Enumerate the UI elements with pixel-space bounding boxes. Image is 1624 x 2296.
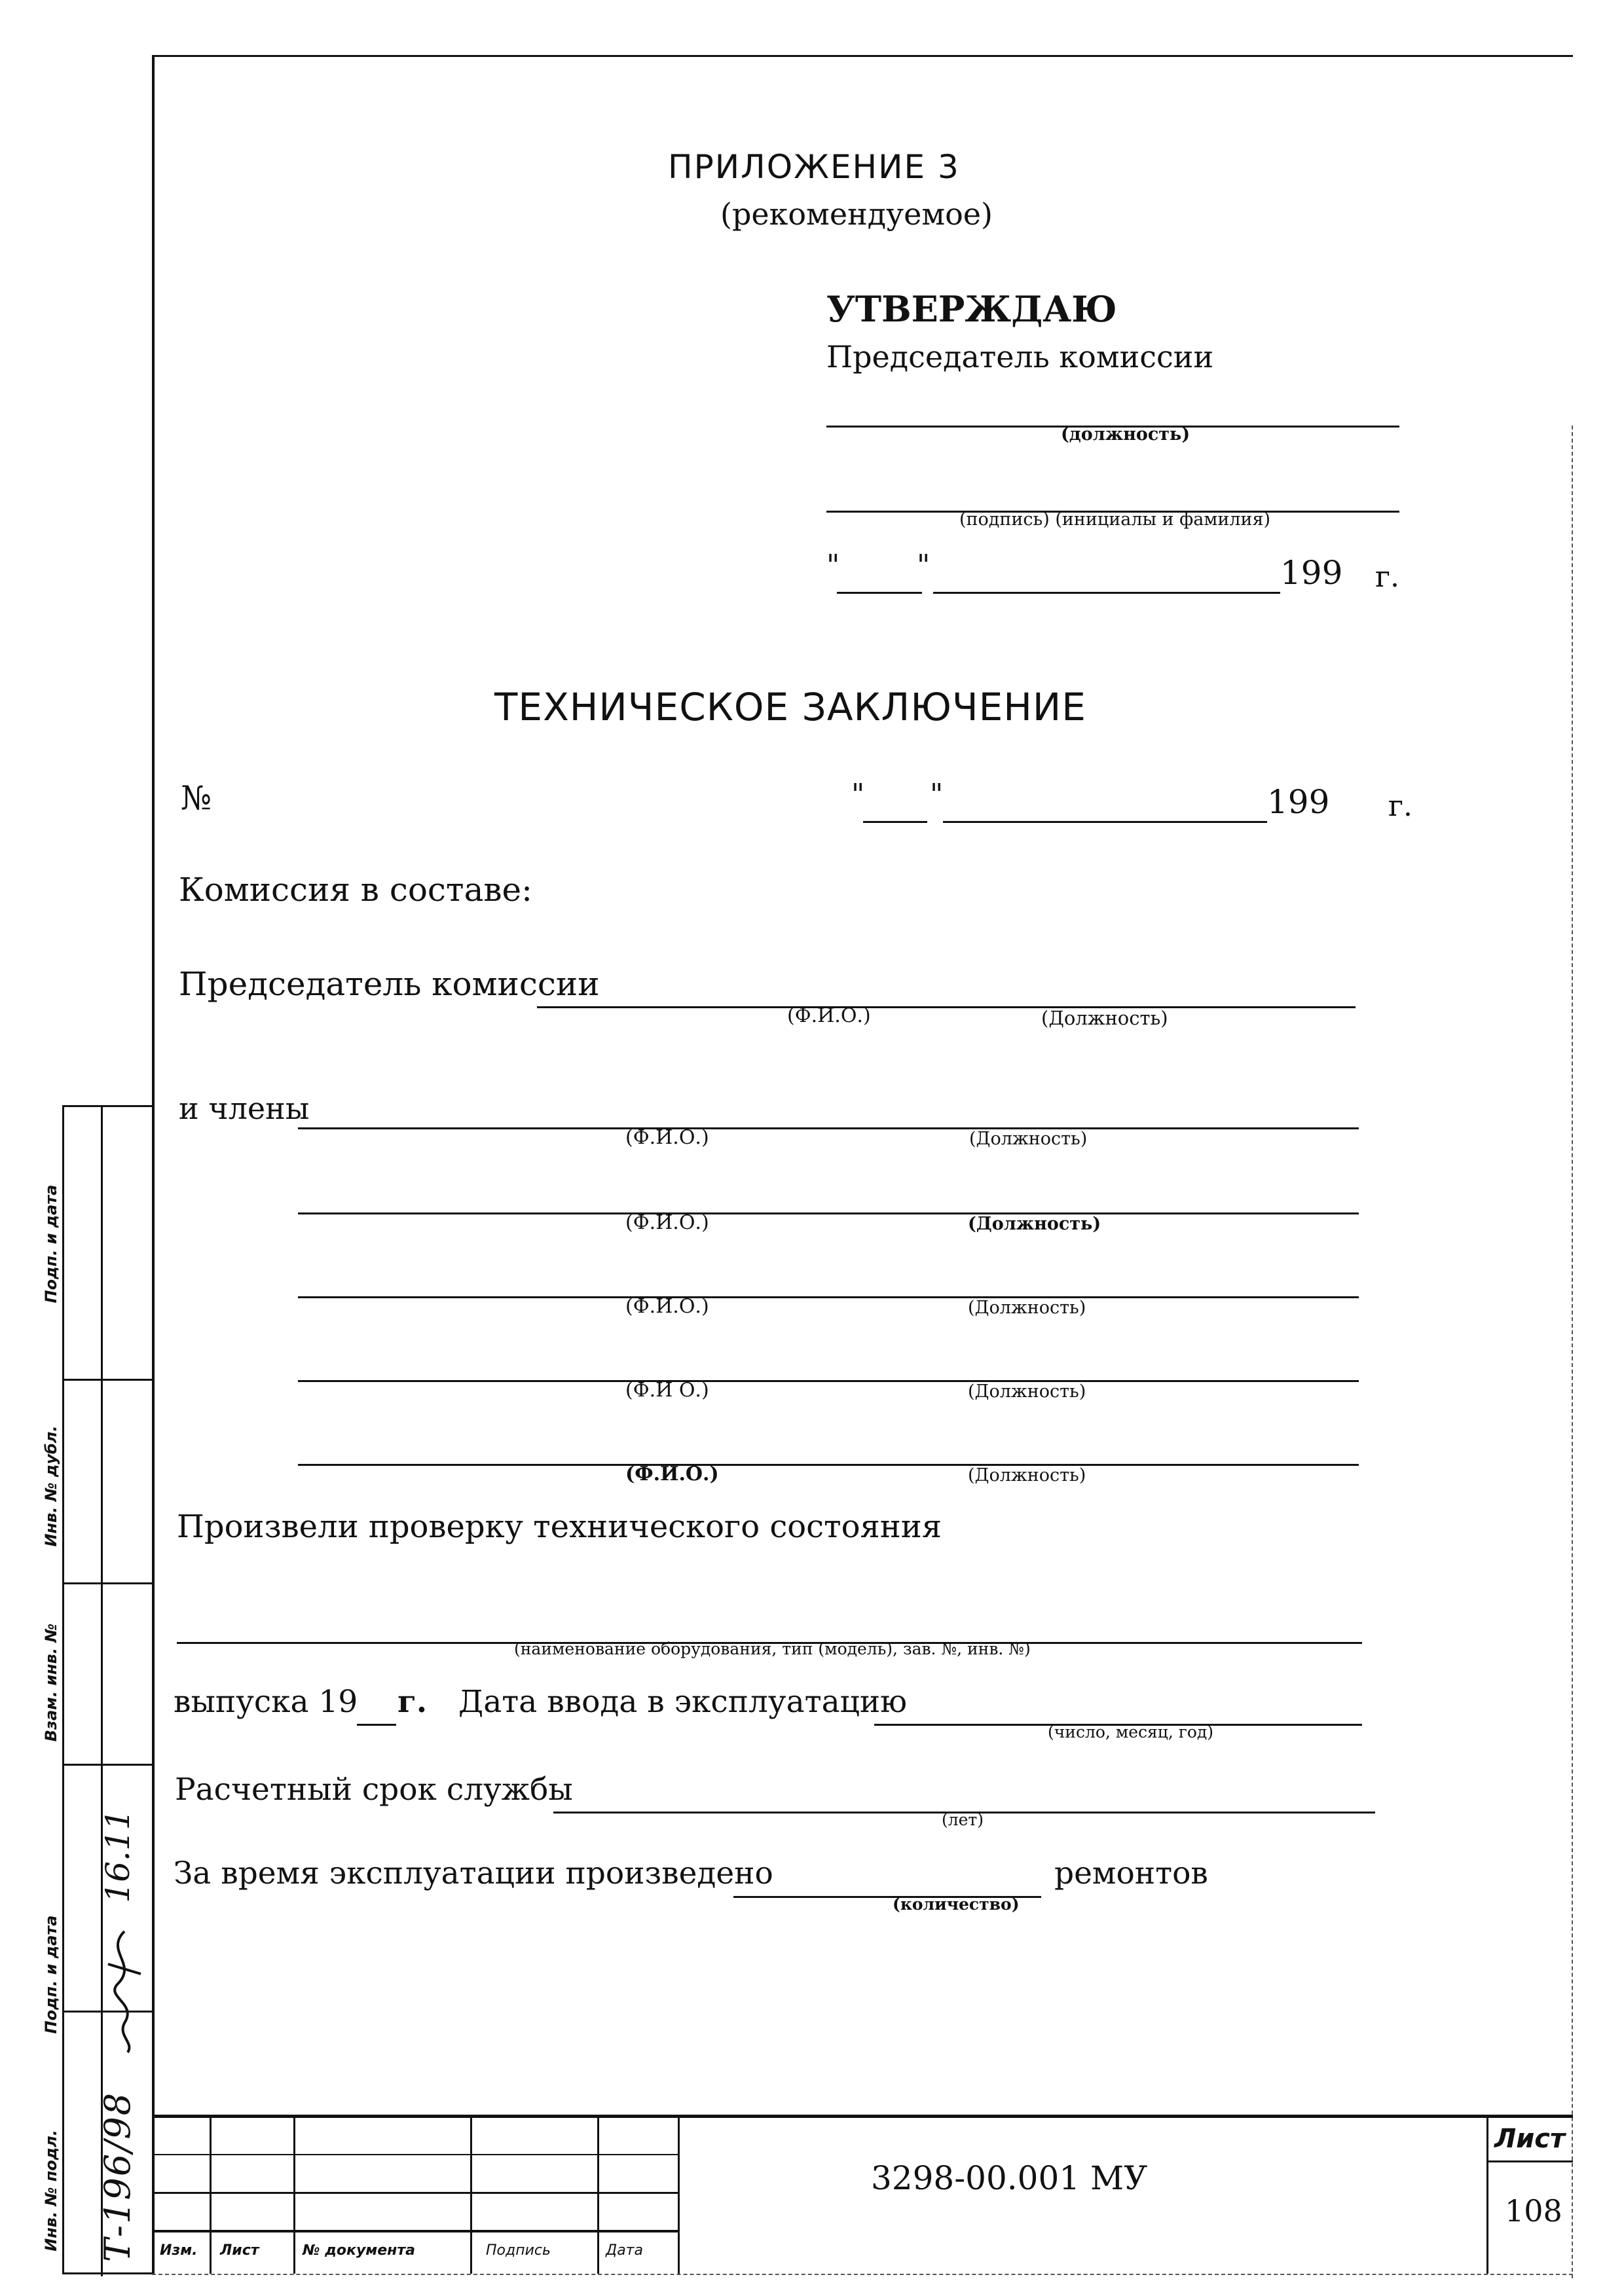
chairman-label: Председатель комиссии bbox=[179, 965, 600, 1003]
member-position-caption-4: (Должность) bbox=[968, 1381, 1086, 1402]
number-year: 199 bbox=[1267, 783, 1330, 821]
recommended-note: (рекомендуемое) bbox=[720, 196, 993, 232]
approval-day-line bbox=[837, 592, 922, 594]
approval-position-caption: (должность) bbox=[1061, 424, 1190, 445]
chairman-line bbox=[537, 1006, 1356, 1008]
repairs-suffix: ремонтов bbox=[1054, 1855, 1208, 1891]
approval-quote-close: " bbox=[917, 549, 931, 582]
document-title: ТЕХНИЧЕСКОЕ ЗАКЛЮЧЕНИЕ bbox=[494, 685, 1086, 729]
approval-year-suffix: г. bbox=[1375, 560, 1400, 594]
inspection-text: Произвели проверку технического состояния bbox=[177, 1508, 942, 1545]
title-block-divider bbox=[210, 2115, 212, 2274]
side-stamp-sign-date-label: Подп. и дата bbox=[42, 1915, 60, 2034]
years-caption: (лет) bbox=[942, 1810, 984, 1829]
handwritten-signature-icon bbox=[98, 1925, 151, 2056]
member-fio-caption-1: (Ф.И.О.) bbox=[625, 1126, 709, 1149]
commission-date-label: Дата ввода в эксплуатацию bbox=[458, 1684, 908, 1720]
title-block-divider bbox=[470, 2115, 472, 2274]
side-stamp-replace-inv-label: Взам. инв. № bbox=[42, 1623, 60, 1742]
title-block-row-line bbox=[152, 2192, 678, 2194]
title-block-divider bbox=[678, 2115, 680, 2274]
title-block-col-sheet: Лист bbox=[220, 2242, 259, 2259]
number-quote-close: " bbox=[930, 778, 944, 811]
number-year-suffix: г. bbox=[1388, 790, 1413, 823]
commission-heading: Комиссия в составе: bbox=[179, 871, 532, 909]
member-line-3 bbox=[298, 1296, 1359, 1298]
release-suffix: г. bbox=[397, 1684, 428, 1720]
frame-left-border bbox=[152, 55, 155, 2274]
side-stamp-dup-inv-label: Инв. № дубл. bbox=[42, 1425, 60, 1547]
title-block-sheet-label: Лист bbox=[1494, 2124, 1566, 2154]
chairman-fio-caption: (Ф.И.О.) bbox=[787, 1004, 871, 1027]
number-month-line bbox=[943, 821, 1267, 823]
side-stamp-row-line bbox=[64, 1379, 154, 1381]
service-life-label: Расчетный срок службы bbox=[175, 1772, 573, 1808]
number-quote-open: " bbox=[851, 778, 865, 811]
number-day-line bbox=[863, 821, 927, 823]
member-line-4 bbox=[298, 1380, 1359, 1382]
member-position-caption-1: (Должность) bbox=[969, 1129, 1088, 1149]
members-label: и члены bbox=[179, 1091, 310, 1126]
member-position-caption-2: (Должность) bbox=[968, 1214, 1101, 1234]
side-stamp-row-line bbox=[64, 1764, 154, 1766]
member-fio-caption-2: (Ф.И.О.) bbox=[625, 1211, 709, 1234]
title-block-divider bbox=[293, 2115, 295, 2274]
member-fio-caption-4: (Ф.И О.) bbox=[625, 1379, 709, 1402]
title-block-row-line bbox=[152, 2230, 678, 2232]
member-line-2 bbox=[298, 1212, 1359, 1214]
title-block-sheet-number: 108 bbox=[1505, 2193, 1562, 2229]
side-stamp-inv-label: Инв. № подл. bbox=[42, 2130, 60, 2251]
side-stamp-row-line bbox=[64, 1582, 154, 1584]
title-block-col-signature: Подпись bbox=[486, 2242, 551, 2259]
approval-role: Председатель комиссии bbox=[826, 339, 1214, 374]
member-line-5 bbox=[298, 1464, 1359, 1466]
repairs-prefix: За время эксплуатации произведено bbox=[174, 1855, 773, 1891]
release-prefix: выпуска 19 bbox=[174, 1684, 358, 1720]
title-block-row-line bbox=[152, 2154, 678, 2155]
side-stamp-date-value: 16.11 bbox=[99, 1809, 137, 1903]
title-block-col-change: Изм. bbox=[160, 2242, 198, 2259]
quantity-caption: (количество) bbox=[893, 1895, 1020, 1914]
frame-top-border bbox=[152, 55, 1573, 57]
side-stamp-sign-date-label-2: Подп. и дата bbox=[42, 1184, 60, 1303]
appendix-heading: ПРИЛОЖЕНИЕ 3 bbox=[668, 148, 960, 186]
member-position-caption-5: (Должность) bbox=[968, 1465, 1086, 1485]
equipment-caption: (наименование оборудования, тип (модель), зав. №, инв. №) bbox=[514, 1639, 1031, 1658]
title-block-col-document: № документа bbox=[303, 2242, 415, 2259]
title-block-divider bbox=[1486, 2115, 1488, 2274]
title-block-top-line bbox=[152, 2115, 1573, 2118]
title-block-col-date: Дата bbox=[606, 2242, 643, 2259]
approval-year: 199 bbox=[1280, 554, 1343, 592]
member-fio-caption-5: (Ф.И.О.) bbox=[625, 1463, 719, 1485]
title-block-doc-code: 3298-00.001 МУ bbox=[871, 2159, 1148, 2197]
approval-month-line bbox=[933, 592, 1280, 594]
member-fio-caption-3: (Ф.И.О.) bbox=[625, 1295, 709, 1318]
member-line-1 bbox=[298, 1127, 1359, 1129]
approval-title: УТВЕРЖДАЮ bbox=[826, 288, 1117, 330]
release-year-line bbox=[357, 1724, 396, 1726]
title-block-sheet-line bbox=[1486, 2160, 1573, 2162]
side-stamp-inventory-value: Т-196/98 bbox=[97, 2091, 138, 2263]
member-position-caption-3: (Должность) bbox=[968, 1298, 1086, 1318]
chairman-position-caption: (Должность) bbox=[1041, 1007, 1168, 1029]
number-sign: № bbox=[181, 779, 212, 817]
title-block-divider bbox=[597, 2115, 599, 2274]
approval-quote-open: " bbox=[826, 549, 840, 582]
commission-date-caption: (число, месяц, год) bbox=[1048, 1722, 1214, 1741]
approval-signature-caption: (подпись) (инициалы и фамилия) bbox=[959, 509, 1271, 530]
frame-right-border bbox=[1572, 426, 1573, 2278]
frame-bottom-border bbox=[152, 2274, 1573, 2275]
